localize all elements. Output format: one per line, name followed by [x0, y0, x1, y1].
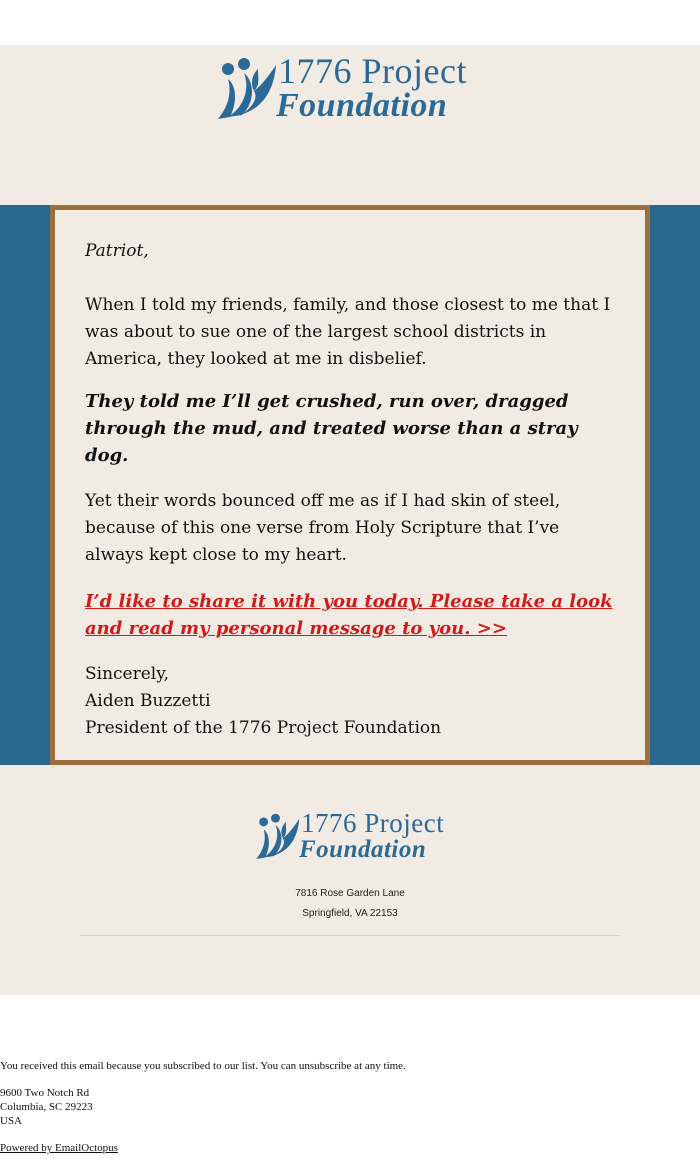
- salutation: Patriot,: [85, 241, 149, 261]
- footer-divider: [80, 935, 620, 936]
- sender-address: [0, 1086, 93, 1128]
- powered-by-link[interactable]: Powered by EmailOctopus: [0, 1142, 118, 1154]
- paragraph-scripture: Yet their words bounced off me as if I had skin of steel, because of this one verse from Holy Scripture that I’ve always kept close to my heart.: [85, 491, 561, 565]
- signer-name: Aiden Buzzetti: [85, 691, 211, 711]
- signer-title: President of the 1776 Project Foundation: [85, 718, 442, 738]
- letter-card: [50, 205, 650, 765]
- sender-address-country: USA: [0, 1115, 23, 1127]
- footer-logo-line2: Foundation: [299, 836, 427, 863]
- signoff: Sincerely,: [85, 664, 169, 684]
- letter-body: [85, 238, 620, 742]
- footer-address-street: 7816 Rose Garden Lane: [295, 888, 405, 899]
- footer-address-city: Springfield, VA 22153: [302, 908, 398, 919]
- logo-wordmark: [278, 53, 467, 123]
- footer-logo[interactable]: [253, 810, 444, 862]
- footer-logo-wordmark: [301, 810, 444, 862]
- sender-address-city: Columbia, SC 29223: [0, 1101, 93, 1113]
- people-figures-icon: [253, 813, 301, 859]
- subscription-notice: You received this email because you subscribed to our list. You can unsubscribe at any time.: [0, 1060, 406, 1072]
- logo-line1: 1776 Project: [278, 51, 467, 91]
- people-figures-icon: [214, 57, 278, 119]
- footer-band: [0, 765, 700, 995]
- paragraph-intro: When I told my friends, family, and those closest to me that I was about to sue one of the largest school districts in America, they looked at me in disbelief.: [85, 295, 611, 369]
- emphasis-paragraph: They told me I’ll get crushed, run over, dragged through the mud, and treated worse than a stray dog.: [85, 391, 578, 466]
- footer-logo-line1: 1776 Project: [301, 808, 445, 838]
- header-logo[interactable]: [214, 53, 467, 123]
- sender-address-street: 9600 Two Notch Rd: [0, 1087, 90, 1099]
- read-message-link[interactable]: I’d like to share it with you today. Please take a look and read my personal message to you. >>: [85, 591, 613, 639]
- logo-line2: Foundation: [276, 87, 448, 124]
